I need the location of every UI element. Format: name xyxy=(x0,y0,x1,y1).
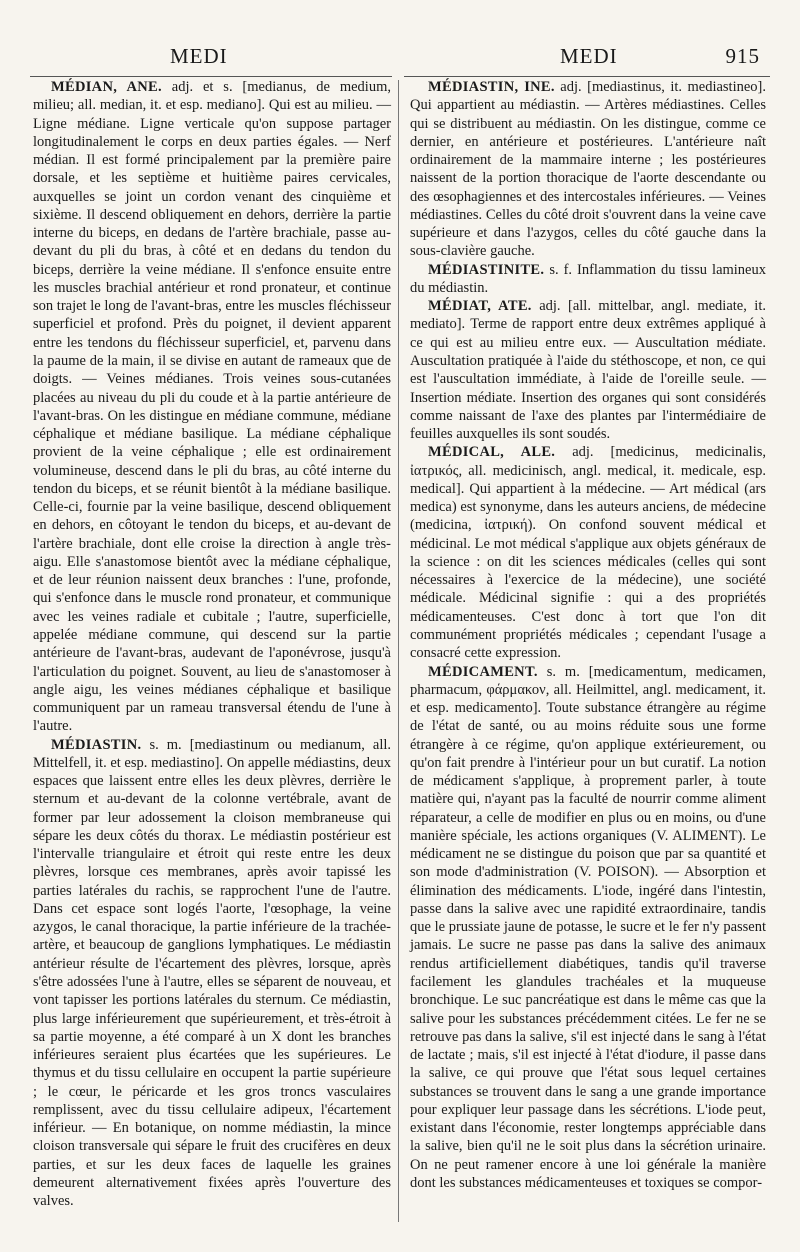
column-divider xyxy=(398,80,399,1222)
entry-mediastin-noun xyxy=(33,736,391,1211)
right-column xyxy=(410,78,766,1192)
entry-text: s. f. Inflammation du tissu lamineux du médiastin. xyxy=(410,261,766,296)
entry-medicament xyxy=(410,663,766,1193)
entry-headword: MÉDIAT, ATE. xyxy=(428,298,532,315)
entry-headword: MÉDIASTIN, INE. xyxy=(428,79,555,95)
entry-mediat xyxy=(410,297,766,443)
page-number: 915 xyxy=(725,44,760,68)
entry-text: s. m. [medicamentum, medicamen, pharmacum, φάρμακον, all. Heilmittel, angl. medicament, it. et esp. medicamento]. Toute substance étrangère au régime de l'état de santé, ou au moins réduite sous une forme étrangère à ce régime, qu'on applique extérieurement, ou qu'on fait prendre à l'intérieur pour un but curatif. La notion de médicament s'applique, à proprement parler, à toute matière qui, n'ayant pas la faculté de nourrir comme aliment réparateur, a celle de modifier en plus ou en moins, ou d'une manière spéciale, les actions organiques (V. ALIMENT). Le médicament ne se distingue du poison que par sa quantité et son mode d'administration (V. POISON). — Absorption et élimination des médicaments. L'iode, ingéré dans l'intestin, passe dans la salive avec une rapidité extraordinaire, tandis que le prussiate jaune de potasse, le sucre et le fer n'y passent jamais. Le sucre ne passe pas dans la salive des animaux rendus artificiellement diabétiques, tandis qu'il traverse facilement les glandules trachéales et la muqueuse bronchique. Le suc pancréatique est dans le même cas que la salive pour les substances précédemment citées. Le fer ne se retrouve pas dans la salive, s'il est injecté dans le sang à l'état de lactate ; mais, s'il est injecté à l'état d'iodure, il passe dans la salive, ce qui prouve que l'état sous lequel certaines substances se trouvent dans le sang a une grande importance pour expliquer leur passage dans les sécrétions. L'iode peut, existant dans l'économie, rester longtemps appréciable dans la salive, bien qu'il ne le soit plus dans la sécrétion urinaire. On ne peut ramener encore à une loi générale la manière dont les substances médicamenteuses et toxiques se compor- xyxy=(410,663,767,1191)
entry-mediastin-adj xyxy=(410,78,766,261)
entry-text: adj. [all. mittelbar, angl. mediate, it. mediato]. Terme de rapport entre deux extrêmes appliqué à ce qui est au milieu entre eux. — Auscultation médiate. Auscultation pratiquée à l'aide du stéthoscope, et non, ce qui est l'auscultation immédiate, à l'aide de l'oreille seule. — Insertion médiate. Insertion des organes qui sont considérés comme naissant de l'axe des plantes par l'intermédiaire de feuilles auxquelles ils sont soudés. xyxy=(410,298,766,443)
left-column xyxy=(33,78,391,1210)
entry-text: adj. [mediastinus, it. mediastineo]. Qui appartient au médiastin. — Artères médiastines. Celles qui se distribuent au médiastin. On les distingue, comme ce dernier, en antérieure et postérieures. L'antérieure naît ordinairement de la mammaire interne ; les postérieures naissent de la portion thoracique de l'aorte descendante ou des œsophagiennes et des intercostales inférieures. — Veines médiastines. Celles du côté droit s'ouvrent dans la veine cave supérieure et dans l'azygos, celles du côté gauche dans la sous-clavière gauche. xyxy=(410,79,766,260)
entry-text: s. m. [mediastinum ou medianum, all. Mittelfell, it. et esp. mediastino]. On appelle médiastins, deux espaces que laissent entre elles les deux plèvres, derrière le sternum et au-devant de la colonne vertébrale, avant de former par leur adossement la cloison membraneuse qui sépare les deux côtés du thorax. Le médiastin postérieur est l'intervalle triangulaire et étroit qui reste entre les deux plèvres, lorsque ces membranes, après avoir tapissé les parties latérales du rachis, se rapprochent l'une de l'autre. Dans cet espace sont logés l'aorte, l'œsophage, la veine azygos, le canal thoracique, la partie inférieure de la trachée-artère, et beaucoup de ganglions lymphatiques. Le médiastin antérieur résulte de l'écartement des plèvres, lorsque, après s'être adossées l'une à l'autre, elles se séparent de nouveau, et vont tapisser les portions latérales du sternum. Ce médiastin, plus large inférieurement que supérieurement, et très-étroit à sa partie moyenne, a été comparé à un X dont les branches inférieures seraient plus écartées que les supérieures. Le thymus et du tissu cellulaire en occupent la partie supérieure ; le cœur, le péricarde et les gros troncs vasculaires remplissent, avec du tissu cellulaire adipeux, l'écartement inférieur. — En botanique, on nomme médiastin, la mince cloison transversale qui sépare le fruit des crucifères en deux parties, et sur les deux faces de laquelle les graines demeurent alternativement fixées après l'ouverture des valves. xyxy=(33,736,392,1210)
entry-headword: MÉDIASTINITE. xyxy=(428,261,545,278)
entry-median xyxy=(33,78,391,736)
entry-medical xyxy=(410,443,766,662)
header-title-left: MEDI xyxy=(170,44,228,68)
entry-mediastinite xyxy=(410,261,766,298)
entry-text: adj. et s. [medianus, de medium, milieu; all. median, it. et esp. mediano]. Qui est au milieu. — Ligne médiane. Ligne verticale qu'on suppose partager longitudinalement le corps en deux parties égales. — Nerf médian. Il est formé principalement par la première paire dorsale, et les septième et huitième paires cervicales, auxquelles se joint un cordon venant des cinquième et sixième. Il descend obliquement en dehors, derrière la partie interne du biceps, en dedans de l'artère brachiale, passe au-devant du pli du bras, à côté et en dedans du tendon du biceps, derrière la veine médiane. Il s'enfonce ensuite entre les muscles brachial antérieur et rond pronateur, et continue son trajet le long de l'avant-bras, entre les muscles fléchisseur superficiel et profond. Près du poignet, il devient apparent entre les tendons du fléchisseur superficiel, et, parvenu dans la paume de la main, il se divise en autant de rameaux que de doigts. — Veines médianes. Trois veines sous-cutanées placées au niveau du pli du coude et à la partie antérieure de l'avant-bras. On les distingue en médiane commune, médiane céphalique et médiane basilique. La médiane céphalique provient de la veine céphalique ; elle est ordinairement volumineuse, descend dans le pli du bras, au côté interne du tendon du biceps, et se réunit bientôt à la médiane basilique. Celle-ci, fournie par la veine basilique, descend obliquement en dehors, en côtoyant le tendon du biceps, et au-devant de l'artère brachiale, dont elle croise la direction à angle très-aigu. Elle s'anastomose bientôt avec la médiane céphalique, et de leur réunion naissent deux branches : l'une, profonde, qui s'enfonce dans le muscle rond pronateur, et communique avec les veines radiale et cubitale ; l'autre, superficielle, appelée médiane commune, qui descend sur la partie antérieure de l'avant-bras, audevant de l'aponévrose, jusqu'à l'articulation du poignet. Souvent, au lieu de s'anastomoser à angle aigu, les veines médianes céphalique et basilique communiquent par un rameau transversal étendu de l'une à l'autre. xyxy=(33,79,391,735)
header-rule-left xyxy=(30,76,392,77)
entry-text: adj. [medicinus, medicinalis, ἰατρικός, all. medicinisch, angl. medical, it. medicale, esp. medical]. Qui appartient à la médecine. — Art médical (ars medica) est synonyme, dans les auteurs anciens, de médecine (medicina, ἰατρική). On confond souvent médical et médicinal. Le mot médical s'applique aux objets généraux de la science : on dit les sciences médicales (celles qui sont nécessaires à l'exercice de la médecine), une société médicale. Médicinal signifie : qui a des propriétés médicamenteuses. C'est donc à tort que l'on dit communément propriétés médicales ; cependant l'usage a consacré cette expression. xyxy=(410,444,766,662)
header-title-right: MEDI xyxy=(560,44,618,68)
header-rule-right xyxy=(404,76,770,77)
entry-headword: MÉDIAN, ANE. xyxy=(51,79,162,95)
entry-headword: MÉDICAL, ALE. xyxy=(428,444,556,461)
entry-headword: MÉDICAMENT. xyxy=(428,663,538,680)
running-header xyxy=(30,44,770,74)
entry-headword: MÉDIASTIN. xyxy=(51,736,142,753)
